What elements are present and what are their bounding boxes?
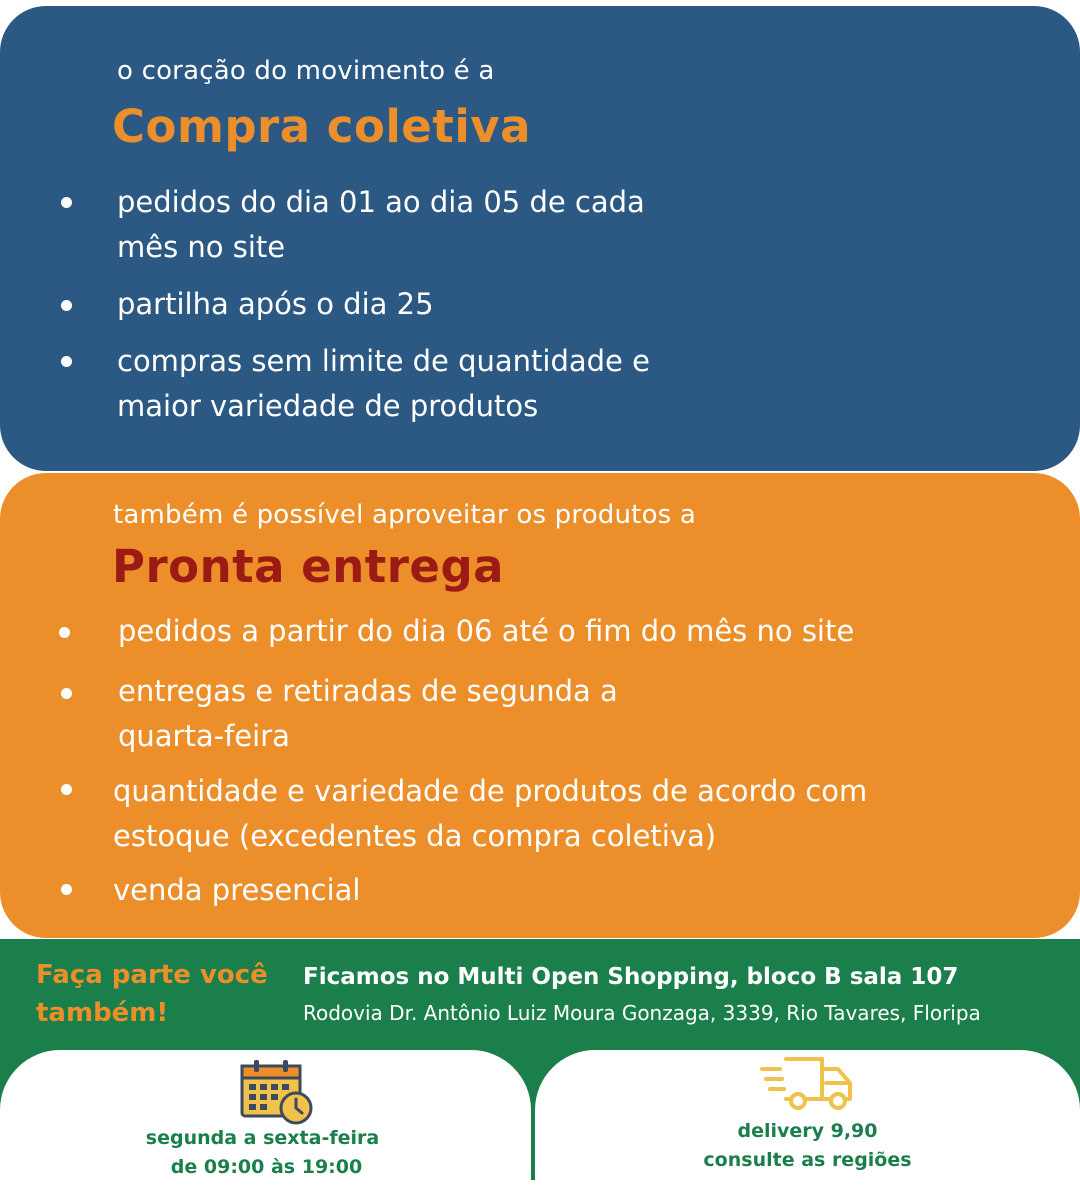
pronta-item-3 <box>113 769 867 859</box>
pronta-item-1-line1: pedidos a partir do dia 06 até o fim do mês no site <box>118 614 855 648</box>
pronta-item-2-line2: quarta-feira <box>118 719 290 753</box>
delivery-line1: delivery 9,90 <box>737 1120 878 1142</box>
compra-item-1 <box>117 180 645 270</box>
address-title: Ficamos no Multi Open Shopping, bloco B sala 107 <box>303 964 959 990</box>
hours-line2: de 09:00 às 19:00 <box>170 1156 363 1178</box>
pronta-item-2-line1: entregas e retiradas de segunda a <box>118 674 618 708</box>
pronta-intro: também é possível aproveitar os produtos a <box>113 500 697 530</box>
bullet-icon <box>61 784 72 795</box>
bullet-icon <box>59 627 70 638</box>
bullet-icon <box>61 884 72 895</box>
pronta-item-2 <box>118 669 618 759</box>
calendar-clock-icon <box>240 1058 316 1126</box>
hours-line1: segunda a sexta-feira <box>145 1127 380 1149</box>
compra-item-2-line1: partilha após o dia 25 <box>117 287 434 321</box>
compra-item-3-line2: maior variedade de produtos <box>117 389 539 423</box>
bullet-icon <box>61 356 72 367</box>
pronta-item-3-line2: estoque (excedentes da compra coletiva) <box>113 819 717 853</box>
pronta-item-3-line1: quantidade e variedade de produtos de acordo com <box>113 774 868 808</box>
bullet-icon <box>61 197 72 208</box>
cta-text <box>36 956 268 1032</box>
compra-item-3-line1: compras sem limite de quantidade e <box>117 344 650 378</box>
compra-item-1-line1: pedidos do dia 01 ao dia 05 de cada <box>117 185 645 219</box>
hours-text <box>140 1124 385 1182</box>
pronta-title: Pronta entrega <box>112 540 505 593</box>
cta-line1: Faça parte você <box>36 960 268 990</box>
compra-title: Compra coletiva <box>112 100 531 153</box>
pronta-item-4-line1: venda presencial <box>113 873 361 907</box>
pronta-item-4 <box>113 868 360 913</box>
delivery-text <box>690 1117 925 1175</box>
bullet-icon <box>61 300 72 311</box>
compra-item-2 <box>117 282 434 327</box>
cta-line2: também! <box>36 998 169 1028</box>
delivery-truck-icon <box>760 1055 856 1113</box>
bullet-icon <box>61 688 72 699</box>
compra-item-1-line2: mês no site <box>117 230 286 264</box>
compra-item-3 <box>117 339 650 429</box>
address-text: Rodovia Dr. Antônio Luiz Moura Gonzaga, 3339, Rio Tavares, Floripa <box>303 1001 981 1025</box>
compra-intro: o coração do movimento é a <box>117 56 495 86</box>
delivery-line2: consulte as regiões <box>703 1149 912 1171</box>
pronta-item-1 <box>118 609 854 654</box>
